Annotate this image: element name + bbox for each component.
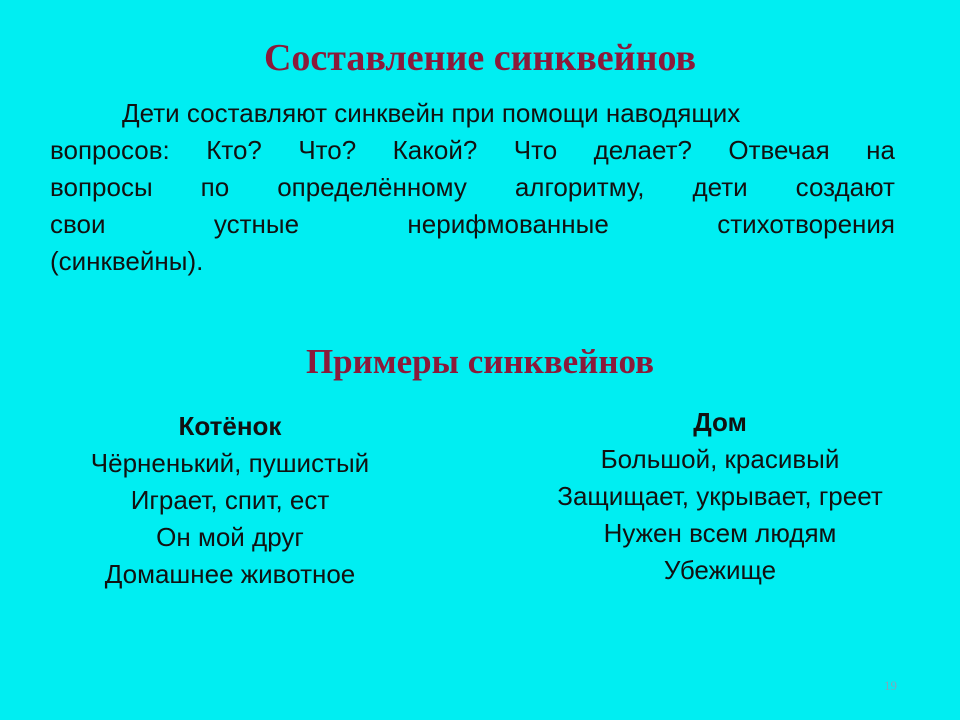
poem-line: Большой, красивый: [600, 444, 840, 474]
paragraph-word: делает?: [593, 135, 692, 165]
paragraph-line-4: [50, 206, 895, 243]
poem-line: Играет, спит, ест: [130, 485, 330, 515]
paragraph-word: Кто?: [206, 135, 262, 165]
poem-title: Котёнок: [178, 411, 282, 441]
paragraph-word: алгоритму,: [514, 172, 645, 202]
paragraph-word: создают: [795, 172, 895, 202]
poem-line: Чёрненький, пушистый: [90, 448, 370, 478]
paragraph-line-2: [50, 132, 895, 169]
examples-title: Примеры синквейнов: [305, 342, 655, 381]
paragraph-word: определённому: [277, 172, 467, 202]
poem-line: Защищает, укрывает, греет: [557, 481, 883, 511]
cinquain-house: [500, 404, 940, 589]
poem-line: Убежище: [663, 555, 777, 585]
paragraph-word: устные: [213, 209, 300, 239]
paragraph-word: Отвечая: [728, 135, 830, 165]
paragraph-word: свои: [50, 209, 106, 239]
paragraph-word: дети: [692, 172, 748, 202]
slide-title: Составление синквейнов: [263, 37, 697, 79]
poem-title: Дом: [693, 407, 747, 437]
paragraph-word: Какой?: [392, 135, 478, 165]
paragraph-word: на: [866, 135, 895, 165]
poem-line: Он мой друг: [156, 522, 304, 552]
poem-line: Нужен всем людям: [603, 518, 837, 548]
paragraph-word: вопросов:: [50, 135, 170, 165]
page-number: 19: [884, 678, 897, 693]
cinquain-kitten: [30, 408, 430, 593]
paragraph-word: по: [200, 172, 230, 202]
description-paragraph: [50, 95, 895, 280]
paragraph-word: стихотворения: [717, 209, 895, 239]
paragraph-line-5: [50, 243, 895, 280]
paragraph-word: Что?: [298, 135, 357, 165]
paragraph-line-3: [50, 169, 895, 206]
paragraph-text: Дети составляют синквейн при помощи наводящих: [122, 98, 741, 128]
paragraph-word: нерифмованные: [407, 209, 609, 239]
paragraph-word: Что: [513, 135, 558, 165]
paragraph-text: (синквейны).: [50, 246, 204, 276]
poem-line: Домашнее животное: [104, 559, 356, 589]
paragraph-word: вопросы: [50, 172, 153, 202]
paragraph-line-1: [50, 95, 895, 132]
